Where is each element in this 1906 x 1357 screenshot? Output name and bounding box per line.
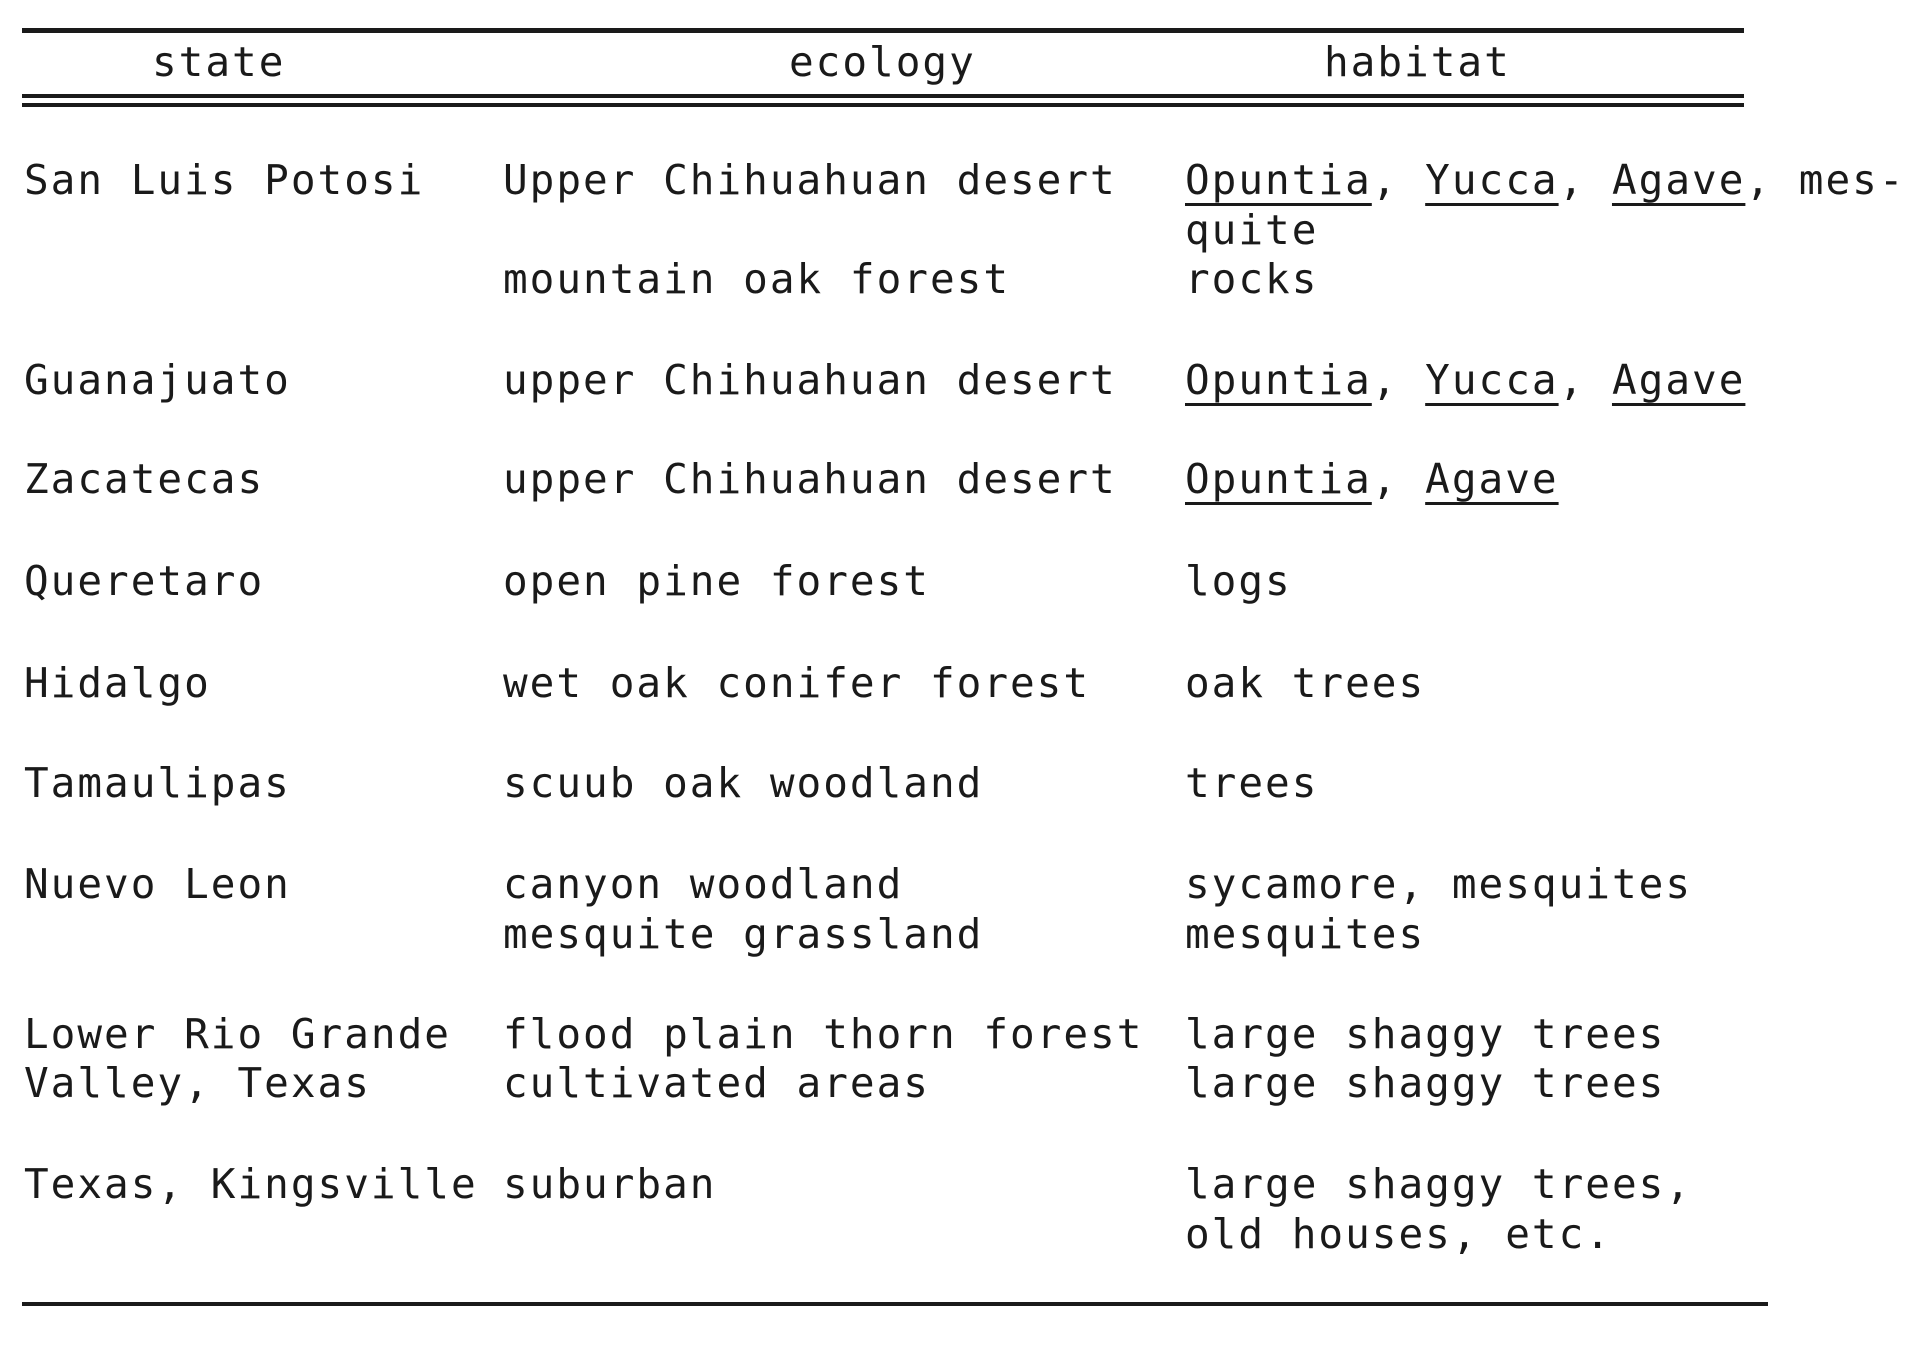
ecology-cell: scuub oak woodland xyxy=(503,759,984,807)
habitat-cell: rocks xyxy=(1185,255,1319,303)
state-cell: Hidalgo xyxy=(24,659,211,707)
header-rule-upper xyxy=(22,94,1744,98)
habitat-cell: large shaggy trees xyxy=(1185,1059,1666,1107)
state-cell: Lower Rio Grande xyxy=(24,1010,451,1058)
state-cell: Zacatecas xyxy=(24,455,265,503)
ecology-cell: flood plain thorn forest xyxy=(503,1010,1144,1058)
ecology-cell: canyon woodland xyxy=(503,860,904,908)
ecology-cell: open pine forest xyxy=(503,557,930,605)
ecology-cell: upper Chihuahuan desert xyxy=(503,455,1117,503)
genus-name: Agave xyxy=(1425,455,1559,503)
habitat-cell: Opuntia, Yucca, Agave, mes- xyxy=(1185,156,1906,204)
state-cell: San Luis Potosi xyxy=(24,156,425,204)
column-header-ecology: ecology xyxy=(789,38,976,86)
ecology-cell: mesquite grassland xyxy=(503,910,984,958)
table-bottom-rule xyxy=(22,1302,1768,1306)
state-cell: Tamaulipas xyxy=(24,759,291,807)
habitat-cell: large shaggy trees, xyxy=(1185,1160,1692,1208)
habitat-cell: mesquites xyxy=(1185,910,1426,958)
habitat-cell: trees xyxy=(1185,759,1319,807)
ecology-cell: upper Chihuahuan desert xyxy=(503,356,1117,404)
habitat-cell: large shaggy trees xyxy=(1185,1010,1666,1058)
column-header-habitat: habitat xyxy=(1324,38,1511,86)
state-cell: Texas, Kingsville xyxy=(24,1160,478,1208)
ecology-cell: cultivated areas xyxy=(503,1059,930,1107)
habitat-cell: Opuntia, Agave xyxy=(1185,455,1559,503)
habitat-cell: old houses, etc. xyxy=(1185,1210,1612,1258)
ecology-cell: mountain oak forest xyxy=(503,255,1010,303)
habitat-cell: logs xyxy=(1185,557,1292,605)
genus-name: Agave xyxy=(1611,156,1746,204)
ecology-cell: Upper Chihuahuan desert xyxy=(503,156,1117,204)
state-cell: Guanajuato xyxy=(24,356,291,404)
state-cell: Valley, Texas xyxy=(24,1059,371,1107)
habitat-cell: quite xyxy=(1185,206,1319,254)
table-top-rule xyxy=(22,28,1744,33)
genus-name: Yucca xyxy=(1425,356,1559,404)
genus-name: Agave xyxy=(1611,356,1746,404)
ecology-cell: wet oak conifer forest xyxy=(503,659,1091,707)
habitat-cell: oak trees xyxy=(1185,659,1426,707)
genus-name: Opuntia xyxy=(1185,356,1372,404)
habitat-cell: Opuntia, Yucca, Agave xyxy=(1185,356,1746,404)
column-header-state: state xyxy=(152,38,286,86)
habitat-text: mes- xyxy=(1798,156,1906,204)
habitat-cell: sycamore, mesquites xyxy=(1185,860,1692,908)
ecology-cell: suburban xyxy=(503,1160,717,1208)
state-cell: Queretaro xyxy=(24,557,265,605)
genus-name: Yucca xyxy=(1425,156,1559,204)
genus-name: Opuntia xyxy=(1185,156,1372,204)
genus-name: Opuntia xyxy=(1185,455,1372,503)
header-rule-lower xyxy=(22,103,1744,107)
state-cell: Nuevo Leon xyxy=(24,860,291,908)
